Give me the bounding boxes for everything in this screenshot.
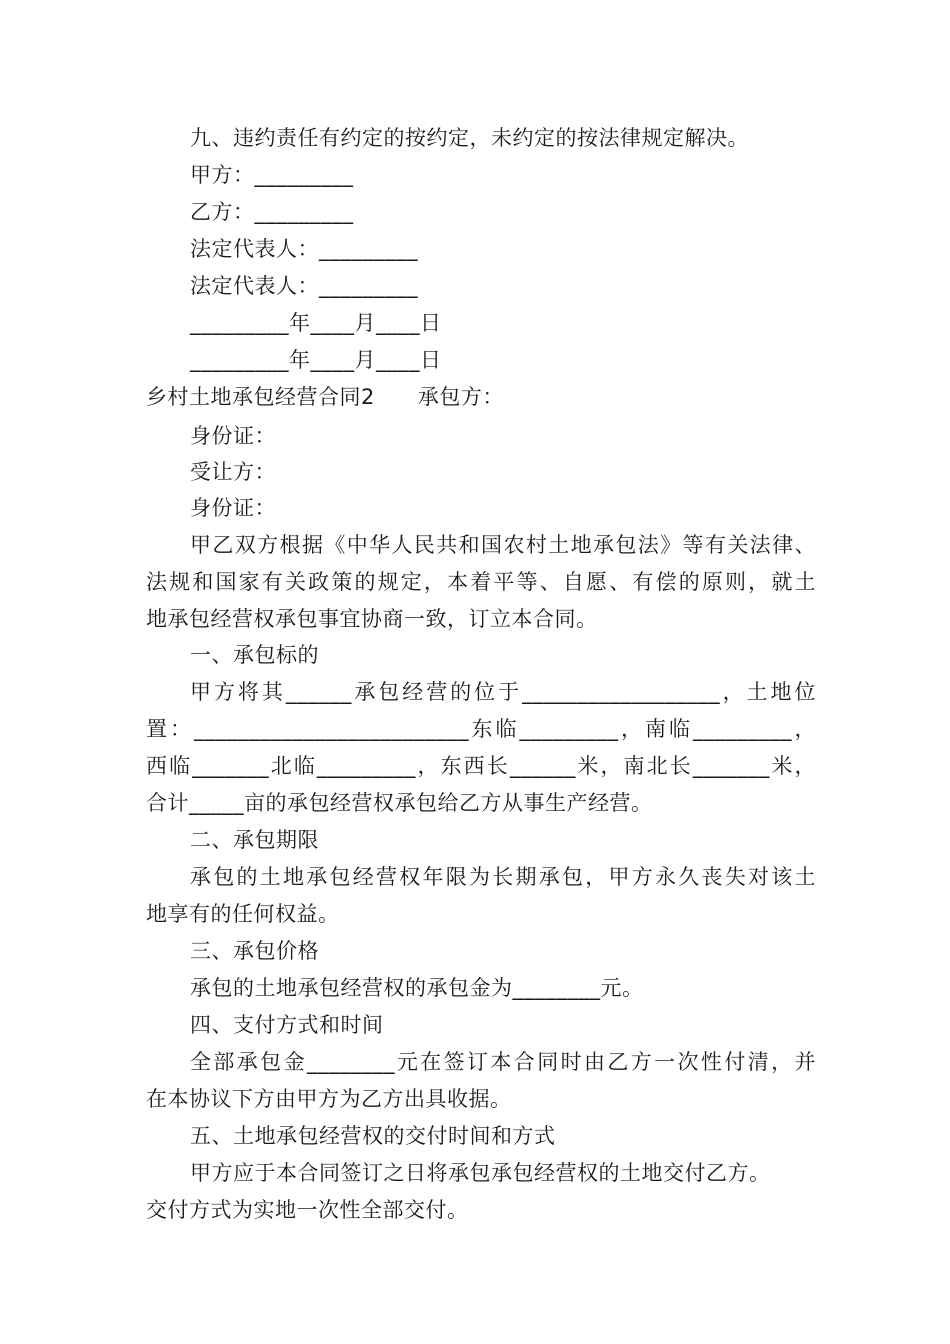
preamble-line: 法规和国家有关政策的规定，本着平等、自愿、有偿的原则，就土 <box>146 570 816 594</box>
legal-representative-line: 法定代表人：_________ <box>190 274 418 298</box>
section-heading: 五、土地承包经营权的交付时间和方式 <box>190 1124 556 1148</box>
body-line: 承包的土地承包经营权年限为长期承包，甲方永久丧失对该土 <box>190 865 816 889</box>
body-line: 在本协议下方由甲方为乙方出具收据。 <box>146 1087 512 1111</box>
body-line: 置：_________________________东临_________，南临_________， <box>146 717 816 741</box>
id-card-line: 身份证： <box>190 424 276 448</box>
id-card-line: 身份证： <box>190 496 276 520</box>
date-line: _________年____月____日 <box>190 348 442 372</box>
transferee-line: 受让方： <box>190 460 276 484</box>
body-line: 地享有的任何权益。 <box>146 902 340 926</box>
date-line: _________年____月____日 <box>190 311 442 335</box>
section-heading: 一、承包标的 <box>190 643 319 667</box>
section-heading: 四、支付方式和时间 <box>190 1013 384 1037</box>
body-line: 西临_______北临_________，东西长______米，南北长_______米， <box>146 754 816 778</box>
legal-representative-line: 法定代表人：_________ <box>190 237 418 261</box>
section-heading: 三、承包价格 <box>190 939 319 963</box>
body-line: 甲方将其______承包经营的位于__________________，土地位 <box>190 680 816 704</box>
body-line: 交付方式为实地一次性全部交付。 <box>146 1198 469 1222</box>
preamble-line: 甲乙双方根据《中华人民共和国农村土地承包法》等有关法律、 <box>190 533 816 557</box>
body-line: 承包的土地承包经营权的承包金为________元。 <box>190 976 644 1000</box>
body-line: 甲方应于本合同签订之日将承包承包经营权的土地交付乙方。 <box>190 1161 771 1185</box>
party-b-signature-line: 乙方：_________ <box>190 200 354 224</box>
preamble-line: 地承包经营权承包事宜协商一致，订立本合同。 <box>146 607 598 631</box>
contract-title-line: 乡村土地承包经营合同2 承包方： <box>146 385 504 409</box>
body-line: 合计_____亩的承包经营权承包给乙方从事生产经营。 <box>146 791 653 815</box>
section-heading: 二、承包期限 <box>190 828 319 852</box>
clause-9-text: 九、违约责任有约定的按约定，未约定的按法律规定解决。 <box>190 126 749 150</box>
party-a-signature-line: 甲方：_________ <box>190 163 354 187</box>
body-line: 全部承包金________元在签订本合同时由乙方一次性付清，并 <box>190 1050 816 1074</box>
